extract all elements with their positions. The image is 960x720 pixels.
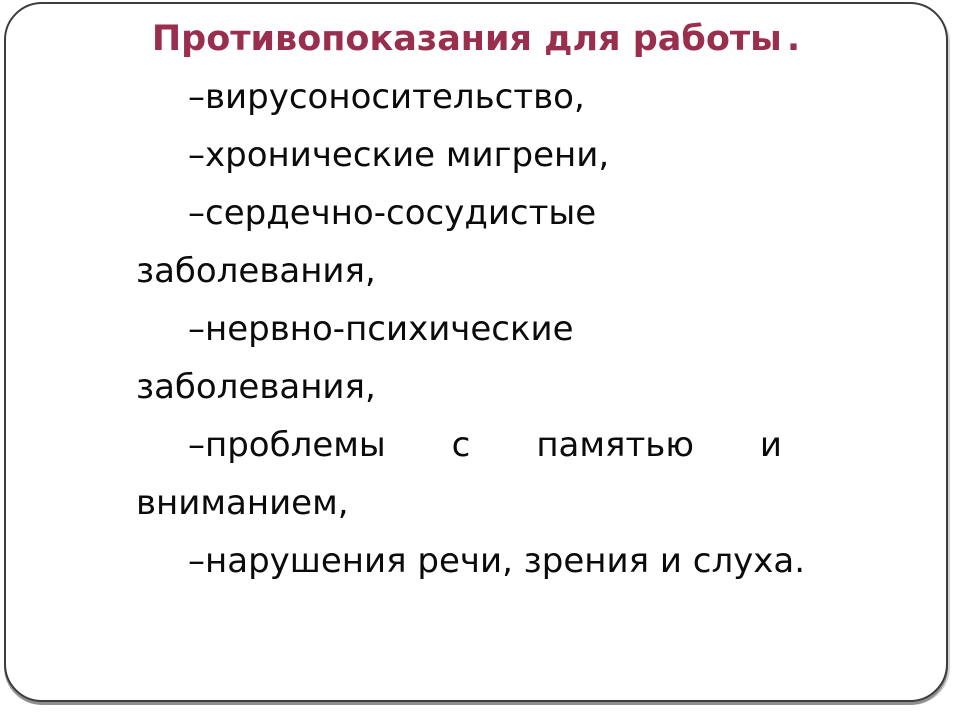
list-line-memory-problems [136,416,782,474]
slide-title-text: Противопоказания для работы [151,19,782,59]
word-and: и [759,425,782,465]
list-line-neuropsychiatric: –нервно-психические [188,309,574,349]
slide-frame [4,2,948,702]
list-line-memory-problems-wrap: вниманием, [136,483,349,523]
list-line-speech-vision-hearing: –нарушения речи, зрения и слуха. [188,541,806,581]
list-line-cardiovascular-wrap: заболевания, [136,251,376,291]
list-line-cardiovascular: –сердечно-сосудистые [188,193,597,233]
word-with: с [451,425,471,465]
word-problems: –проблемы [188,425,386,465]
slide-title-period: . [786,19,801,59]
slide-content [6,10,946,590]
list-line-virus-carrier: –вирусоносительство, [188,77,585,117]
word-memory: памятью [536,425,694,465]
contraindications-list [136,68,806,590]
list-line-chronic-migraines: –хронические мигрени, [188,135,610,175]
list-line-neuropsychiatric-wrap: заболевания, [136,367,376,407]
slide-title [6,10,946,68]
